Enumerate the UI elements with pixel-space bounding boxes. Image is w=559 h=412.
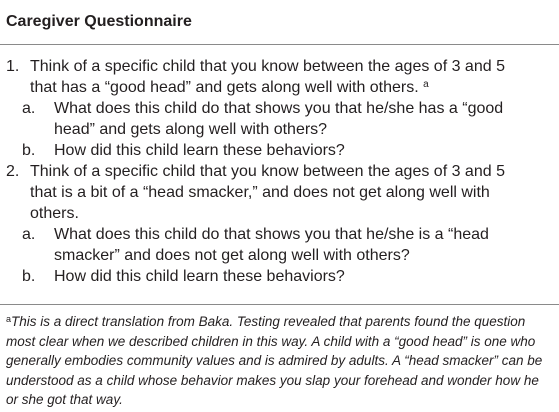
- sub-question-letter: b.: [22, 142, 36, 159]
- question-text: Think of a specific child that you know between the ages of 3 and 5 that is a bit of a “head smacker,” and does not get along well with others.: [30, 163, 505, 222]
- sub-question-letter: a.: [22, 226, 36, 243]
- question-item-1: [0, 56, 530, 98]
- question-list: [0, 56, 559, 287]
- sub-question-1a: [0, 98, 524, 140]
- sub-question-text: What does this child do that shows you that he/she is a “head smacker” and does not get along well with others?: [54, 226, 489, 264]
- table-footnote: [6, 312, 554, 410]
- sub-question-letter: a.: [22, 100, 36, 117]
- sub-question-text: How did this child learn these behaviors?: [54, 142, 345, 159]
- sub-question-2b: [0, 266, 524, 287]
- footnote-text: This is a direct translation from Baka. Testing revealed that parents found the question most clear when we described children in this way. A child with a “good head” is one who generally embodies community values and is admired by adults. A “head smacker” can be understood as a child whose behavior makes you slap your forehead and wonder how he or she got that way.: [6, 314, 543, 407]
- sub-question-text: What does this child do that shows you that he/she has a “good head” and gets along well with others?: [54, 100, 504, 138]
- question-item-2: [0, 161, 530, 224]
- sub-question-letter: b.: [22, 268, 36, 285]
- question-number: 1.: [6, 58, 20, 75]
- sub-question-text: How did this child learn these behaviors?: [54, 268, 345, 285]
- sub-question-1b: [0, 140, 524, 161]
- footnote-reference: a: [423, 79, 429, 90]
- footnote-mark: a: [6, 314, 12, 324]
- question-number: 2.: [6, 163, 20, 180]
- header-rule: [0, 44, 559, 45]
- question-text: Think of a specific child that you know between the ages of 3 and 5 that has a “good head” and gets along well with others.: [30, 58, 505, 96]
- sub-question-2a: [0, 224, 524, 266]
- footnote-rule: [0, 304, 559, 305]
- table-title: Caregiver Questionnaire: [6, 13, 192, 30]
